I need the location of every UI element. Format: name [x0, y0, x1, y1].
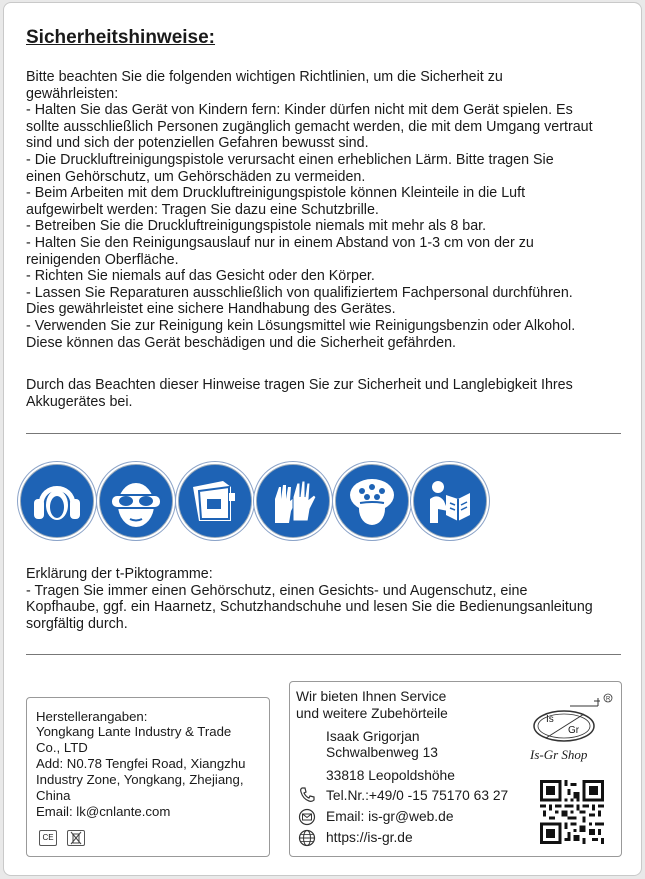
text-line: Durch das Beachten dieser Hinweise tragen Sie zur Sicherheit und Langlebigkeit Ihres: [26, 377, 573, 393]
safety-closing: [26, 377, 573, 410]
manufacturer-box: [26, 697, 270, 857]
safety-instructions: [26, 69, 628, 351]
contact-email[interactable]: Email: is-gr@web.de: [326, 809, 454, 824]
divider: [26, 654, 621, 655]
face-shield-icon: [178, 464, 252, 538]
divider: [26, 433, 621, 434]
text-line: - Lassen Sie Reparaturen ausschließlich von qualifiziertem Fachpersonal durchführen.: [26, 284, 573, 301]
qr-code[interactable]: [540, 780, 604, 844]
phone-icon: [298, 786, 316, 804]
service-heading: Wir bieten Ihnen Service: [296, 689, 447, 704]
text-line: sollte ausschließlich Personen zugänglich gemacht werden, die mit dem Umgang vertraut: [26, 118, 593, 135]
text-line: - Halten Sie den Reinigungsauslauf nur in einem Abstand von 1-3 cm von der zu: [26, 234, 534, 251]
manufacturer-line: Industry Zone, Yongkang, Zhejiang,: [36, 772, 244, 787]
contact-website[interactable]: https://is-gr.de: [326, 830, 413, 845]
text-line: Dies gewährleistet eine sichere Handhabung des Gerätes.: [26, 301, 396, 318]
manufacturer-email: Email: lk@cnlante.com: [36, 804, 171, 819]
text-line: - Verwenden Sie zur Reinigung kein Lösungsmittel wie Reinigungsbenzin oder Alkohol.: [26, 317, 576, 334]
text-line: Kopfhaube, ggf. ein Haarnetz, Schutzhandschuhe und lesen Sie die Bedienungsanleitung: [26, 599, 593, 616]
manual-page: [3, 2, 642, 876]
contact-name: Isaak Grigorjan: [326, 729, 420, 744]
gloves-icon: [256, 464, 330, 538]
text-line: - Halten Sie das Gerät von Kindern fern: Kinder dürfen nicht mit dem Gerät spielen. Es: [26, 102, 573, 119]
manufacturer-label: Herstellerangaben:: [36, 709, 148, 724]
contact-phone: Tel.Nr.:+49/0 -15 75170 63 27: [326, 788, 509, 803]
text-line: gewährleisten:: [26, 85, 119, 102]
contact-street: Schwalbenweg 13: [326, 745, 438, 760]
text-line: sind und sich der potenziellen Gefahren bewusst sind.: [26, 135, 369, 152]
text-line: Akkugerätes bei.: [26, 393, 133, 410]
logo-right: Gr: [568, 725, 580, 736]
email-icon: [298, 808, 316, 826]
service-box: [289, 681, 622, 857]
manufacturer-line: China: [36, 788, 71, 803]
manufacturer-line: Yongkang Lante Industry & Trade: [36, 724, 232, 739]
ear-protection-icon: [20, 464, 94, 538]
text-line: sorgfältig durch.: [26, 615, 128, 632]
logo-left: Is: [546, 714, 554, 725]
text-line: - Tragen Sie immer einen Gehörschutz, einen Gesichts- und Augenschutz, eine: [26, 582, 528, 599]
text-line: Bitte beachten Sie die folgenden wichtigen Richtlinien, um die Sicherheit zu: [26, 69, 503, 85]
weee-bin-icon: [67, 830, 85, 846]
pictogram-explanation: [26, 566, 593, 632]
text-line: - Die Druckluftreinigungspistole verursacht einen erheblichen Lärm. Bitte tragen Sie: [26, 151, 554, 168]
safety-title: Sicherheitshinweise:: [26, 27, 216, 48]
text-line: - Beim Arbeiten mit dem Druckluftreinigungspistole können Kleinteile in die Luft: [26, 185, 526, 202]
read-manual-icon: [413, 464, 487, 538]
ce-mark-icon: CE: [39, 830, 57, 846]
service-heading: und weitere Zubehörteile: [296, 706, 448, 721]
svg-text:R: R: [606, 696, 611, 703]
text-line: einen Gehörschutz, um Gehörschäden zu vermeiden.: [26, 168, 366, 185]
logo-caption: Is-Gr Shop: [530, 747, 588, 762]
text-line: - Richten Sie niemals auf das Gesicht oder den Körper.: [26, 268, 375, 285]
manufacturer-line: Add: N0.78 Tengfei Road, Xiangzhu: [36, 756, 246, 771]
is-gr-shop-logo: [528, 690, 614, 762]
text-line: Erklärung der t-Piktogramme:: [26, 566, 213, 582]
safety-goggles-icon: [99, 464, 173, 538]
manufacturer-line: Co., LTD: [36, 740, 88, 755]
text-line: reinigenden Oberfläche.: [26, 251, 179, 268]
text-line: - Betreiben Sie die Druckluftreinigungspistole niemals mit mehr als 8 bar.: [26, 218, 487, 235]
contact-city: 33818 Leopoldshöhe: [326, 768, 455, 783]
globe-icon: [298, 829, 316, 847]
text-line: aufgewirbelt werden: Tragen Sie dazu eine Schutzbrille.: [26, 201, 379, 218]
text-line: Diese können das Gerät beschädigen und die Sicherheit gefährden.: [26, 334, 456, 351]
hairnet-icon: [335, 464, 409, 538]
